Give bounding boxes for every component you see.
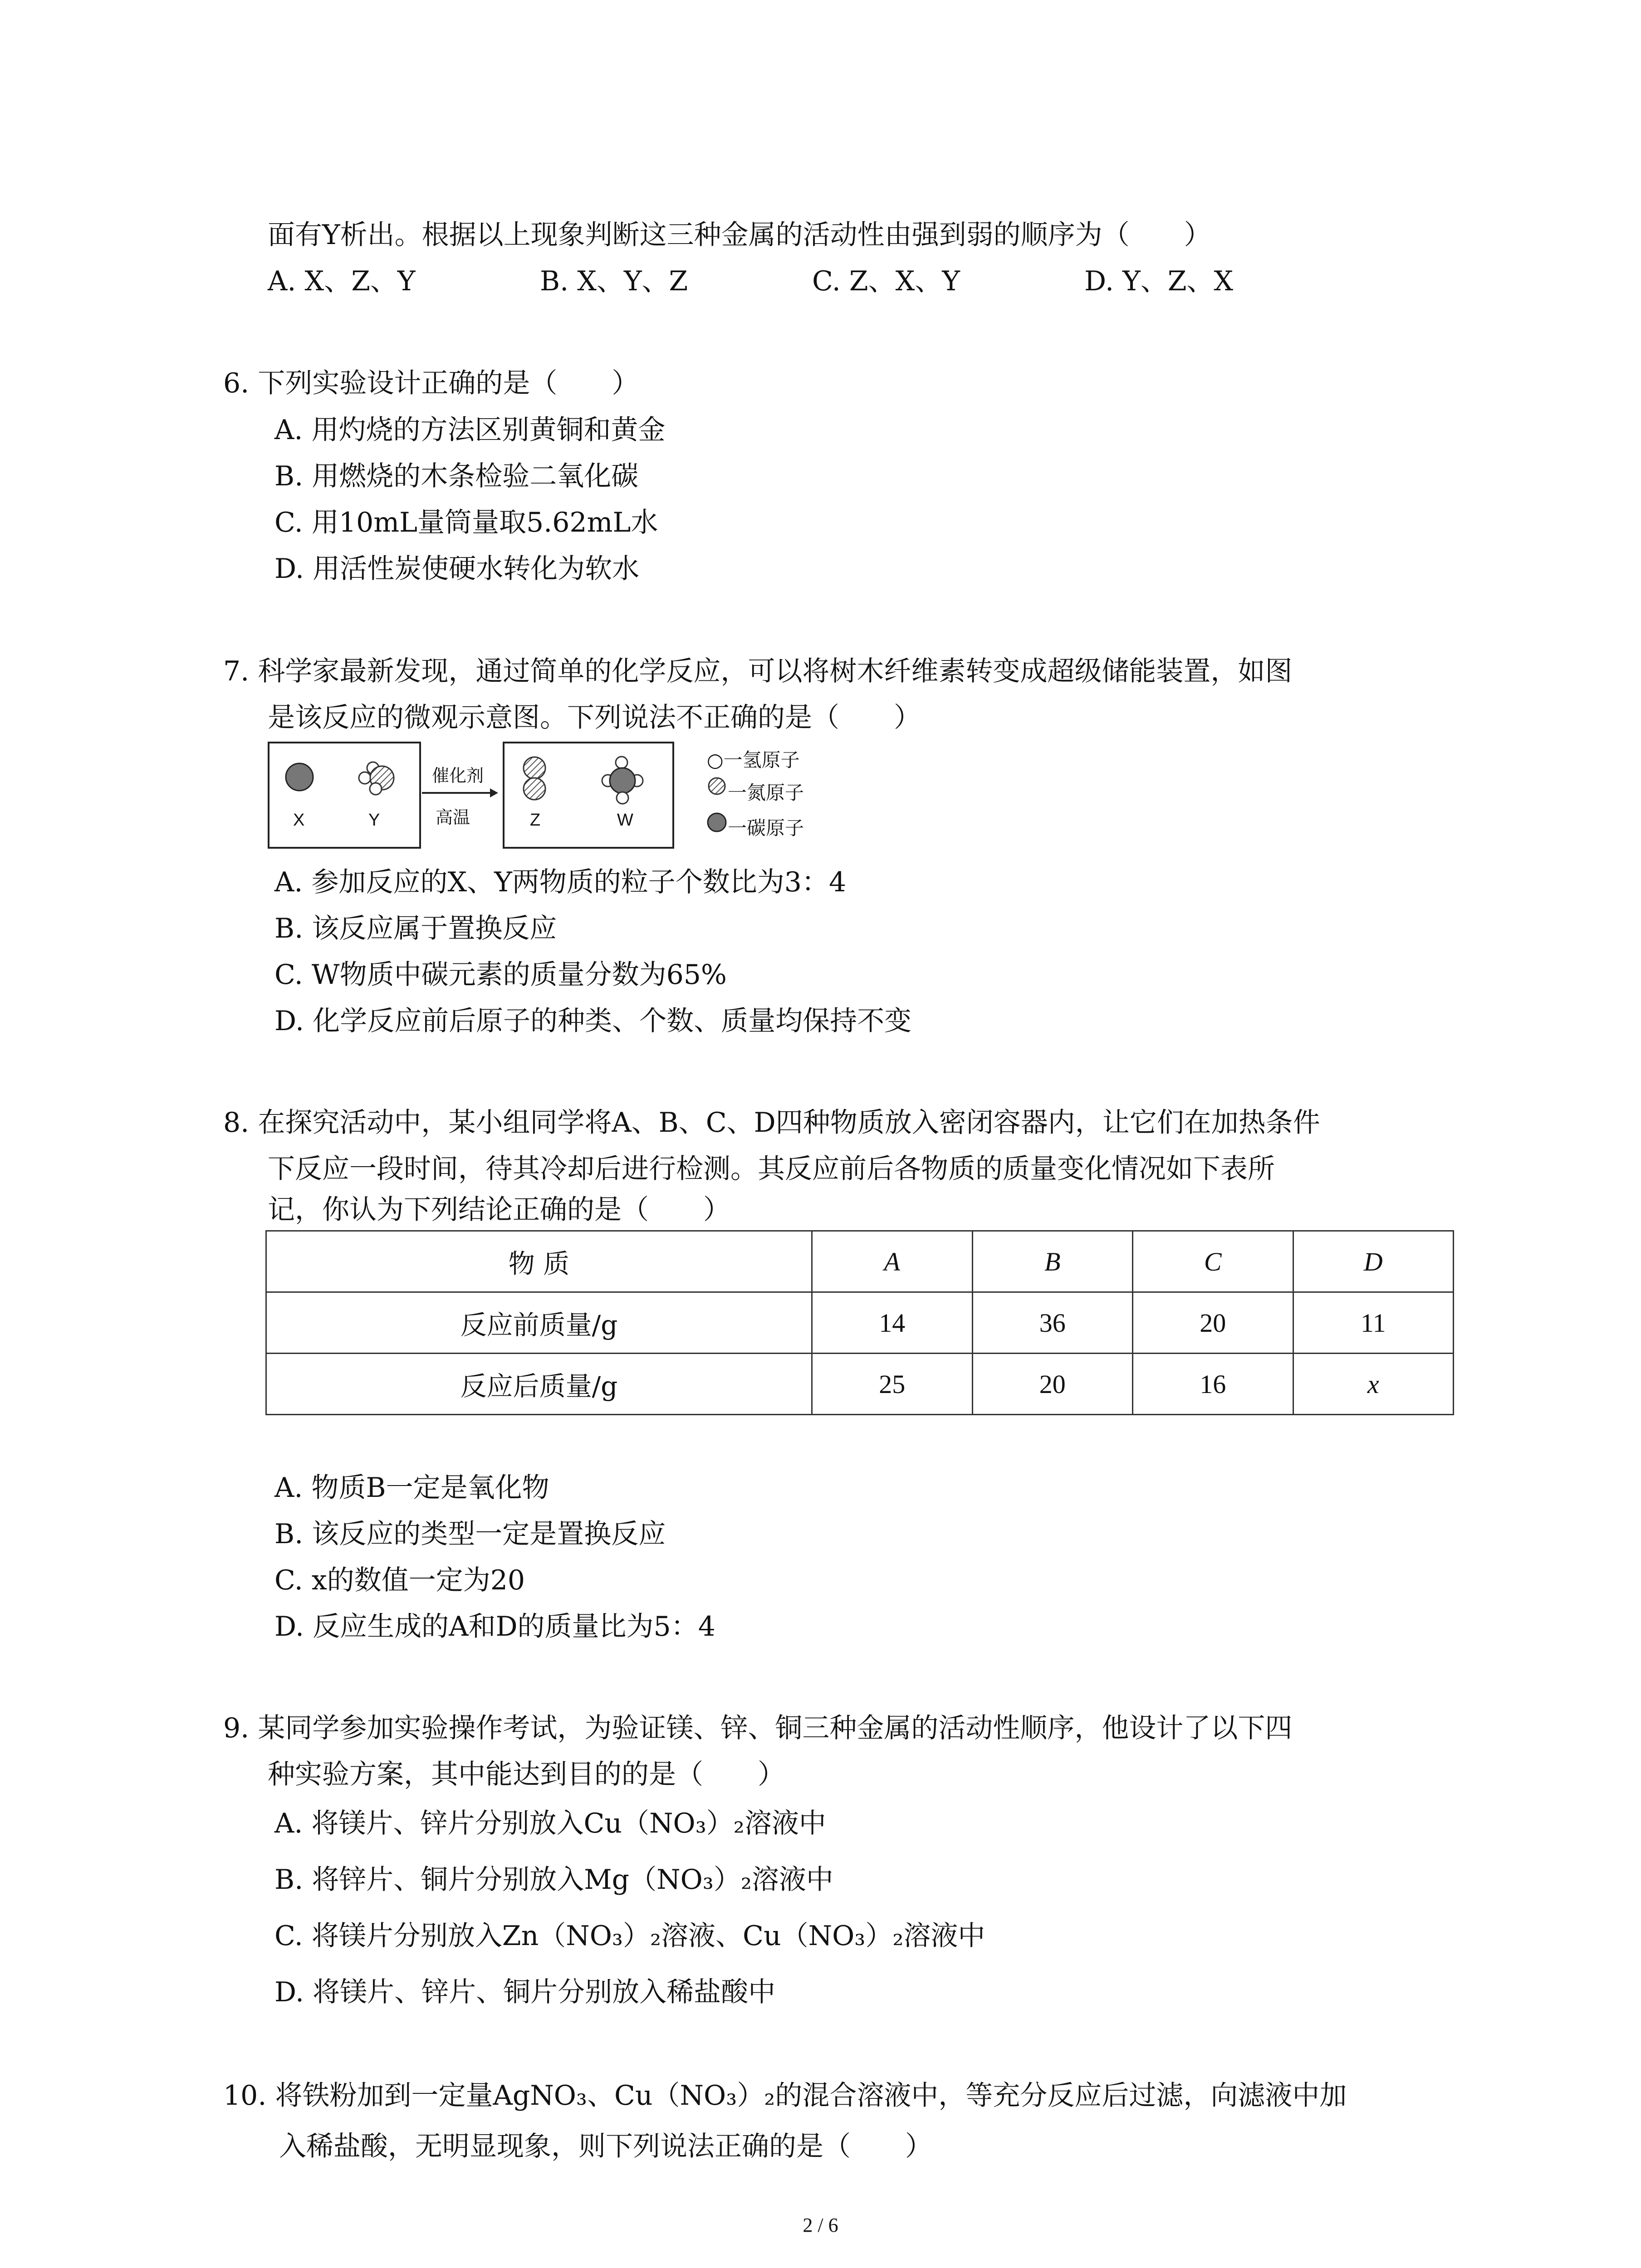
carbon-atom-icon [706,811,728,833]
legend-carbon: 一碳原子 [728,817,804,839]
table-header-cell: B [972,1231,1133,1292]
arrow-condition-top: 催化剂 [432,766,484,786]
q5-option-c: C. Z、X、Y [812,265,960,297]
table-cell: 16 [1133,1354,1293,1415]
q8-option-d: D. 反应生成的A和D的质量比为5：4 [274,1611,715,1642]
q6-option-d: D. 用活性炭使硬水转化为软水 [274,553,640,585]
q9-stem-line2: 种实验方案，其中能达到目的的是（ ） [268,1759,785,1790]
mass-table [265,1230,1454,1415]
legend-hydrogen: ○一氢原子 [707,749,800,771]
q7-option-d: D. 化学反应前后原子的种类、个数、质量均保持不变 [274,1005,912,1037]
table-header-cell: C [1133,1231,1293,1292]
q5-option-d: D. Y、Z、X [1084,265,1234,297]
table-cell: 11 [1293,1292,1454,1354]
nitrogen-atom-icon [707,776,727,796]
q6-option-b: B. 用燃烧的木条检验二氧化碳 [274,460,639,492]
table-cell: 20 [972,1354,1133,1415]
q8-stem-line3: 记，你认为下列结论正确的是（ ） [268,1194,730,1226]
table-cell: 25 [812,1354,973,1415]
table-header-cell: 物 质 [266,1231,812,1292]
product-molecules [503,742,671,845]
reactant-molecules [268,742,417,845]
q8-option-c: C. x的数值一定为20 [274,1564,525,1596]
table-row [266,1354,1454,1415]
table-cell: x [1293,1354,1454,1415]
q6-option-c: C. 用10mL量筒量取5.62mL水 [274,507,658,538]
q7-option-b: B. 该反应属于置换反应 [274,913,557,944]
q9-option-d: D. 将镁片、锌片、铜片分别放入稀盐酸中 [274,1976,776,2008]
q9-option-c: C. 将镁片分别放入Zn（NO₃）₂溶液、Cu（NO₃）₂溶液中 [274,1920,985,1952]
label-y: Y [368,811,380,830]
q7-option-c: C. W物质中碳元素的质量分数为65% [274,959,727,991]
q8-option-b: B. 该反应的类型一定是置换反应 [274,1518,666,1550]
q8-option-a: A. 物质B一定是氧化物 [274,1472,549,1504]
q5-option-a: A. X、Z、Y [268,265,416,297]
q8-stem-line2: 下反应一段时间，待其冷却后进行检测。其反应前后各物质的质量变化情况如下表所 [268,1153,1275,1185]
table-cell: 14 [812,1292,973,1354]
q10-stem-line2: 入稀盐酸，无明显现象，则下列说法正确的是（ ） [279,2131,932,2162]
q9-option-a: A. 将镁片、锌片分别放入Cu（NO₃）₂溶液中 [274,1808,826,1839]
label-w: W [617,811,633,830]
q7-option-a: A. 参加反应的X、Y两物质的粒子个数比为3：4 [274,866,847,898]
q5-stem-tail: 面有Y析出。根据以上现象判断这三种金属的活动性由强到弱的顺序为（ ） [268,219,1211,251]
arrow-condition-bottom: 高温 [436,807,470,827]
page-number: 2 / 6 [803,2214,838,2236]
table-header-row [266,1231,1454,1292]
table-row [266,1292,1454,1354]
q9-option-b: B. 将锌片、铜片分别放入Mg（NO₃）₂溶液中 [274,1864,833,1896]
table-cell: 36 [972,1292,1133,1354]
reaction-arrow-icon [422,786,499,800]
q8-stem-line1: 8. 在探究活动中，某小组同学将A、B、C、D四种物质放入密闭容器内，让它们在加热条件 [223,1107,1320,1139]
table-cell: 反应前质量/g [266,1292,812,1354]
q10-stem-line1: 10. 将铁粉加到一定量AgNO₃、Cu（NO₃）₂的混合溶液中，等充分反应后过滤，向滤液中加 [223,2080,1347,2112]
label-x: X [293,811,305,830]
legend-nitrogen: 一氮原子 [728,782,804,804]
q7-diagram [268,742,812,850]
q6-option-a: A. 用灼烧的方法区别黄铜和黄金 [274,414,666,446]
q7-stem-line1: 7. 科学家最新发现，通过简单的化学反应，可以将树木纤维素转变成超级储能装置，如图 [223,655,1293,687]
table-header-cell: D [1293,1231,1454,1292]
table-cell: 20 [1133,1292,1293,1354]
q6-stem: 6. 下列实验设计正确的是（ ） [223,367,639,399]
q9-stem-line1: 9. 某同学参加实验操作考试，为验证镁、锌、铜三种金属的活动性顺序，他设计了以下四 [223,1712,1293,1744]
q7-stem-line2: 是该反应的微观示意图。下列说法不正确的是（ ） [268,702,921,733]
table-cell: 反应后质量/g [266,1354,812,1415]
label-z: Z [530,811,541,830]
q5-option-b: B. X、Y、Z [540,265,688,297]
table-header-cell: A [812,1231,973,1292]
